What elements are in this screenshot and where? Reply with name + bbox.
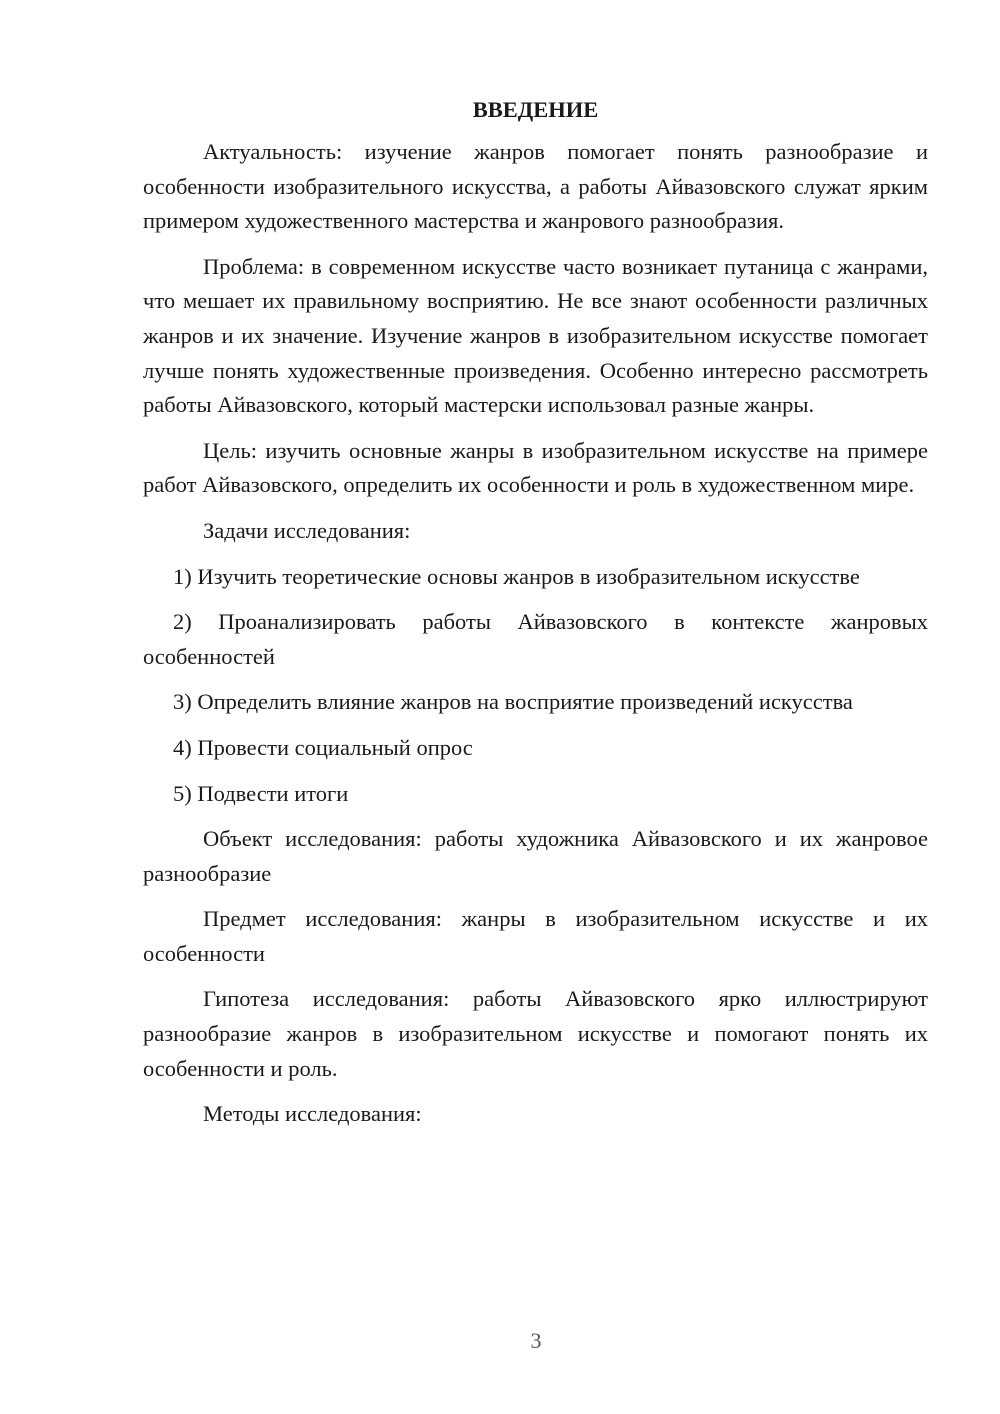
- task-item-2: 2) Проанализировать работы Айвазовского в контексте жанровых особенностей: [143, 609, 928, 669]
- hypothesis-paragraph: Гипотеза исследования: работы Айвазовского ярко иллюстрируют разнообразие жанров в изобразительном искусстве и помогают понять их особенности и роль.: [143, 986, 928, 1081]
- tasks-heading: Задачи исследования:: [203, 517, 411, 543]
- document-page: [143, 93, 928, 1143]
- task-item-5: 5) Подвести итоги: [173, 780, 349, 806]
- task-item-4: 4) Провести социальный опрос: [173, 734, 473, 760]
- methods-heading: Методы исследования:: [203, 1101, 422, 1127]
- subject-paragraph: Предмет исследования: жанры в изобразительном искусстве и их особенности: [143, 906, 928, 966]
- task-item-3: 3) Определить влияние жанров на восприятие произведений искусства: [173, 689, 853, 715]
- page-number: 3: [530, 1328, 542, 1353]
- page-title: ВВЕДЕНИЕ: [472, 97, 599, 122]
- problem-paragraph: Проблема: в современном искусстве часто возникает путаница с жанрами, что мешает их правильному восприятию. Не все знают особенности различных жанров и их значение. Изучение жанров в изобразительном искусстве помогает лучше понять художественные произведения. Особенно интересно рассмотреть работы Айвазовского, который мастерски использовал разные жанры.: [143, 253, 928, 418]
- goal-paragraph: Цель: изучить основные жанры в изобразительном искусстве на примере работ Айвазовского, определить их особенности и роль в художественном мире.: [143, 437, 928, 498]
- task-item-1: 1) Изучить теоретические основы жанров в изобразительном искусстве: [173, 563, 860, 589]
- object-paragraph: Объект исследования: работы художника Айвазовского и их жанровое разнообразие: [143, 826, 928, 886]
- actuality-paragraph: Актуальность: изучение жанров помогает понять разнообразие и особенности изобразительного искусства, а работы Айвазовского служат ярким примером художественного мастерства и жанрового разнообразия.: [143, 139, 928, 234]
